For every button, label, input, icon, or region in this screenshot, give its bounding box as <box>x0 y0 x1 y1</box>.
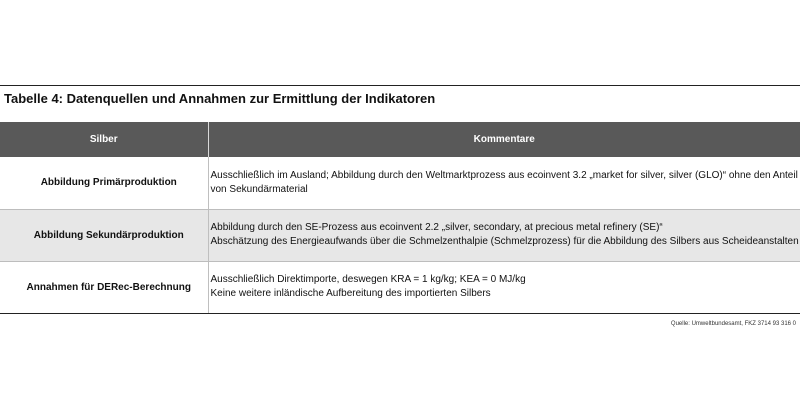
table-title: Tabelle 4: Datenquellen und Annahmen zur Ermittlung der Indikatoren <box>4 91 436 106</box>
data-table <box>0 122 800 314</box>
table-header-row <box>0 122 800 157</box>
comment-line: von Sekundärmaterial <box>210 183 308 195</box>
comment-line: Abbildung durch den SE-Prozess aus ecoinvent 2.2 „silver, secondary, at precious metal refinery (SE)“ <box>210 222 663 233</box>
row-comment <box>208 157 800 209</box>
comment-line: Abschätzung des Energieaufwands über die Schmelzenthalpie (Schmelzprozess) für die Abbildung des Silbers aus Scheideanstalten <box>210 236 799 247</box>
row-label: Annahmen für DERec-Berechnung <box>0 261 208 313</box>
column-header-kommentare: Kommentare <box>208 122 800 157</box>
comment-line: Ausschließlich Direktimporte, deswegen KRA = 1 kg/kg; KEA = 0 MJ/kg <box>210 274 526 285</box>
table-row <box>0 209 800 261</box>
row-comment <box>208 261 800 313</box>
source-note: Quelle: Umweltbundesamt, FKZ 3714 93 316 0 <box>670 321 796 327</box>
table-row <box>0 157 800 209</box>
table-row <box>0 261 800 313</box>
row-comment <box>208 209 800 261</box>
row-label: Abbildung Primärproduktion <box>0 157 208 209</box>
column-header-silber: Silber <box>0 122 208 157</box>
comment-line: Keine weitere inländische Aufbereitung des importierten Silbers <box>210 288 491 299</box>
comment-line: Ausschließlich im Ausland; Abbildung durch den Weltmarktprozess aus ecoinvent 3.2 „market for silver, silver (GLO)“ ohne den Anteil <box>210 169 798 181</box>
title-rule <box>0 85 800 86</box>
row-label: Abbildung Sekundärproduktion <box>0 209 208 261</box>
